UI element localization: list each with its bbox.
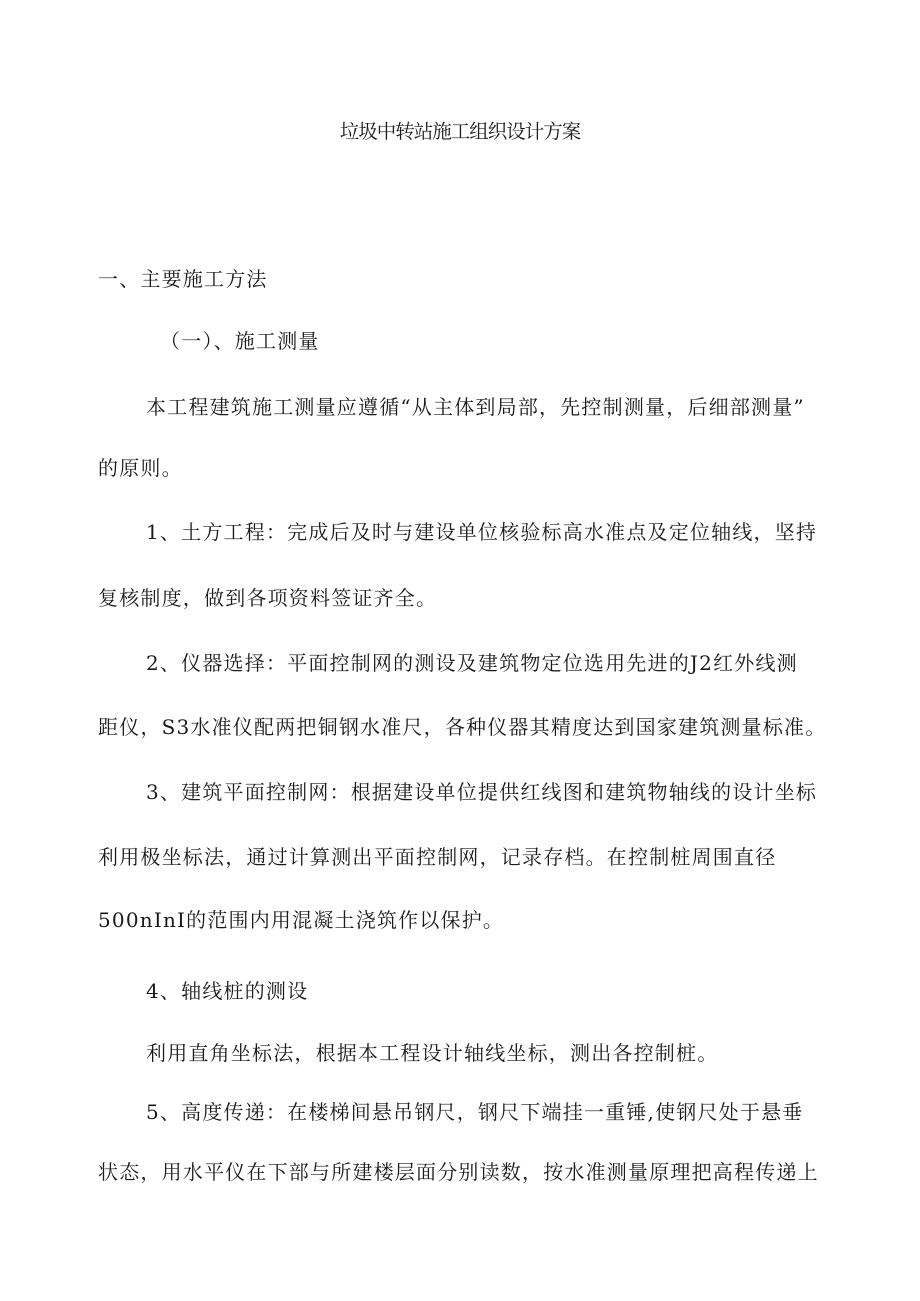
section-heading: 一、主要施工方法 [98,267,268,291]
paragraph-line: 4、轴线桩的测设 [146,979,309,1003]
paragraph-line: 5、高度传递：在楼梯间悬吊钢尺，钢尺下端挂一重锤,使钢尺处于悬垂 [146,1100,804,1124]
document-title: 垃圾中转站施工组织设计方案 [339,120,581,143]
paragraph-line: 利用极坐标法，通过计算测出平面控制网，记录存档。在控制桩周围直径 [98,845,777,869]
paragraph-line: 状态，用水平仪在下部与所建楼层面分别读数，按水准测量原理把高程传递上 [98,1160,819,1184]
paragraph-line: 1、土方工程：完成后及时与建设单位核验标高水准点及定位轴线，坚持 [146,520,818,544]
paragraph-line: 利用直角坐标法，根据本工程设计轴线坐标，测出各控制桩。 [146,1041,719,1065]
paragraph-line: 复核制度，做到各项资料签证齐全。 [98,586,438,610]
paragraph-line: 距仪，S3水准仪配两把铜钢水准尺，各种仪器其精度达到国家建筑测量标准。 [98,715,827,739]
subsection-heading: （一）、施工测量 [160,329,320,353]
paragraph-line: 本工程建筑施工测量应遵循“从主体到局部，先控制测量，后细部测量” [146,395,805,419]
paragraph-line: 3、建筑平面控制网：根据建设单位提供红线图和建筑物轴线的设计坐标 [146,780,818,804]
paragraph-line: 2、仪器选择：平面控制网的测设及建筑物定位选用先进的J2红外线测 [146,651,798,675]
paragraph-line: 的原则。 [98,456,183,480]
paragraph-line: 500nInI的范围内用混凝土浇筑作以保护。 [98,908,505,932]
